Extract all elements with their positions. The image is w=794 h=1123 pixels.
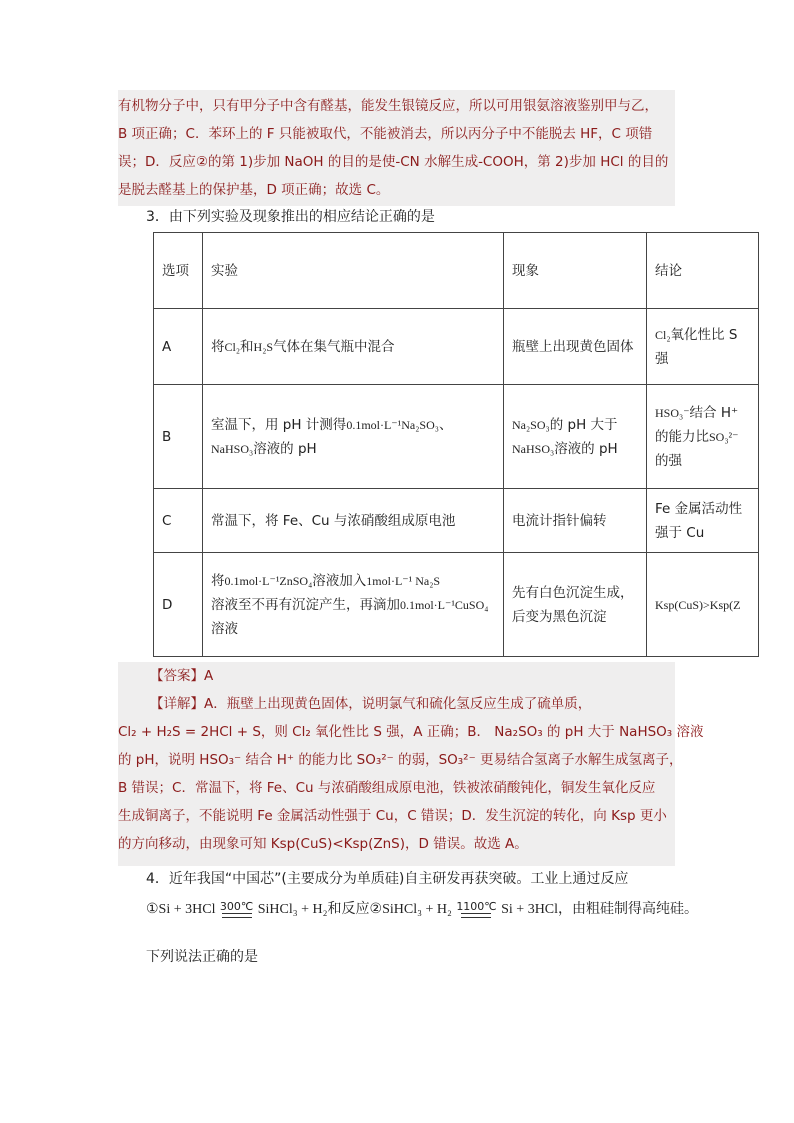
header-experiment: 实验 (203, 233, 504, 309)
formula: 0.1mol·L⁻¹CuSO₄ (400, 597, 489, 612)
text: 将 (211, 338, 225, 355)
text: 溶液至不再有沉淀产生，再滴加 (211, 596, 400, 613)
formula: 0.1mol·L⁻¹Na₂SO₃ (346, 417, 439, 432)
reaction-2-products: Si + 3HCl (501, 902, 559, 917)
answer-line: B 错误；C．常温下，将 Fe、Cu 与浓硝酸组成原电池，铁被浓硝酸钝化，铜发生氧化反应 (118, 780, 656, 796)
phenomenon-cell (504, 385, 647, 489)
question-4-stem: 4．近年我国“中国芯”(主要成分为单质硅)自主研发再获突破。工业上通过反应 (146, 871, 629, 887)
text: 的 pH 大于 (549, 416, 618, 433)
equals-bar (461, 913, 491, 918)
header-option: 选项 (154, 233, 203, 309)
formula: Na₂SO₃ (512, 417, 550, 432)
option-cell: A (154, 309, 203, 385)
table-row (154, 309, 759, 385)
formula: NaHSO₃ (512, 441, 555, 456)
text: 、 (438, 416, 453, 433)
table-row (154, 553, 759, 657)
answer-line: 生成铜离子，不能说明 Fe 金属活动性强于 Cu，C 错误；D．发生沉淀的转化，向 Ksp 更小 (118, 808, 667, 824)
conclusion-cell (647, 385, 759, 489)
reaction-2-reactants: SiHCl₃ + H₂ (382, 902, 452, 917)
previous-answer-block (118, 90, 675, 206)
text: 气体在集气瓶中混合 (273, 338, 395, 355)
text: 溶液的 pH (253, 440, 317, 457)
formula: H₂S (253, 339, 274, 354)
option-cell: B (154, 385, 203, 489)
text: 和反应② (327, 901, 383, 917)
experiment-cell (203, 309, 504, 385)
experiment-cell (203, 553, 504, 657)
text-line: B 项正确；C．苯环上的 F 只能被取代，不能被消去，所以丙分子中不能脱去 HF，C 项错 (118, 126, 653, 142)
header-conclusion: 结论 (647, 233, 759, 309)
formula: 1mol·L⁻¹ Na₂S (366, 573, 441, 588)
answer-line: 【详解】A．瓶壁上出现黄色固体，说明氯气和硫化氢反应生成了硫单质， (150, 696, 592, 712)
text-line: 有机物分子中，只有甲分子中含有醛基，能发生银镜反应，所以可用银氨溶液鉴别甲与乙， (118, 98, 658, 114)
table-row (154, 489, 759, 553)
text: 溶液加入 (312, 572, 367, 589)
reaction-1-condition (220, 901, 253, 918)
conclusion-cell (647, 309, 759, 385)
formula: SO₃²⁻ (709, 429, 739, 444)
answer-block (118, 662, 704, 866)
table-header-row (154, 233, 759, 309)
text: ，由粗硅制得高纯硅。 (558, 901, 699, 917)
formula: NaHSO₃ (211, 441, 254, 456)
text: 和 (240, 338, 254, 355)
text: 室温下，用 pH 计测得 (211, 416, 347, 433)
condition-text: 1100℃ (456, 900, 497, 913)
text: 氧化性比 S 强 (655, 326, 738, 367)
conclusion-cell (647, 553, 759, 657)
formula: HSO₃⁻ (655, 405, 690, 420)
header-phenomenon: 现象 (504, 233, 647, 309)
text: 结合 H⁺ (689, 404, 739, 421)
text: 的强 (655, 452, 682, 469)
question-4-prompt: 下列说法正确的是 (146, 949, 258, 965)
question-3-table (153, 232, 759, 657)
conclusion-cell: Fe 金属活动性强于 Cu (647, 489, 759, 553)
text: 溶液的 pH (554, 440, 618, 457)
reaction-1-reactants: ①Si + 3HCl (146, 902, 216, 917)
phenomenon-cell: 电流计指针偏转 (504, 489, 647, 553)
answer-line: 的 pH，说明 HSO₃⁻ 结合 H⁺ 的能力比 SO₃²⁻ 的弱，SO₃²⁻ 更易结合氢离子水解生成氢离子， (118, 752, 683, 768)
answer-line: 的方向移动，由现象可知 Ksp(CuS)<Ksp(ZnS)，D 错误。故选 A。 (118, 836, 528, 852)
answer-line: Cl₂ + H₂S = 2HCl + S，则 Cl₂ 氧化性比 S 强，A 正确；B． Na₂SO₃ 的 pH 大于 NaHSO₃ 溶液 (118, 724, 704, 740)
reaction-1-products: SiHCl₃ + H₂ (257, 902, 328, 917)
condition-text: 300℃ (219, 900, 254, 913)
option-cell: D (154, 553, 203, 657)
equals-bar (222, 913, 252, 918)
phenomenon-cell: 瓶壁上出现黄色固体 (504, 309, 647, 385)
text: 将 (211, 572, 225, 589)
text-line: 误；D．反应②的第 1)步加 NaOH 的目的是使-CN 水解生成-COOH，第 2)步加 HCl 的目的 (118, 154, 669, 170)
experiment-cell: 常温下，将 Fe、Cu 与浓硝酸组成原电池 (203, 489, 504, 553)
answer-label: 【答案】A (150, 668, 214, 684)
text: 溶液 (211, 620, 238, 637)
question-4-reactions (146, 898, 698, 918)
option-cell: C (154, 489, 203, 553)
formula: 0.1mol·L⁻¹ZnSO₄ (224, 573, 313, 588)
formula: Ksp(CuS)>Ksp(Z (655, 597, 741, 612)
experiment-cell (203, 385, 504, 489)
formula: Cl₂ (224, 339, 241, 354)
table-row (154, 385, 759, 489)
reaction-2-condition (456, 901, 496, 918)
text: 的能力比 (655, 428, 709, 445)
question-3-stem: 3．由下列实验及现象推出的相应结论正确的是 (146, 209, 435, 225)
text-line: 是脱去醛基上的保护基，D 项正确；故选 C。 (118, 182, 390, 198)
formula: Cl₂ (655, 327, 671, 342)
phenomenon-cell: 先有白色沉淀生成，后变为黑色沉淀 (504, 553, 647, 657)
